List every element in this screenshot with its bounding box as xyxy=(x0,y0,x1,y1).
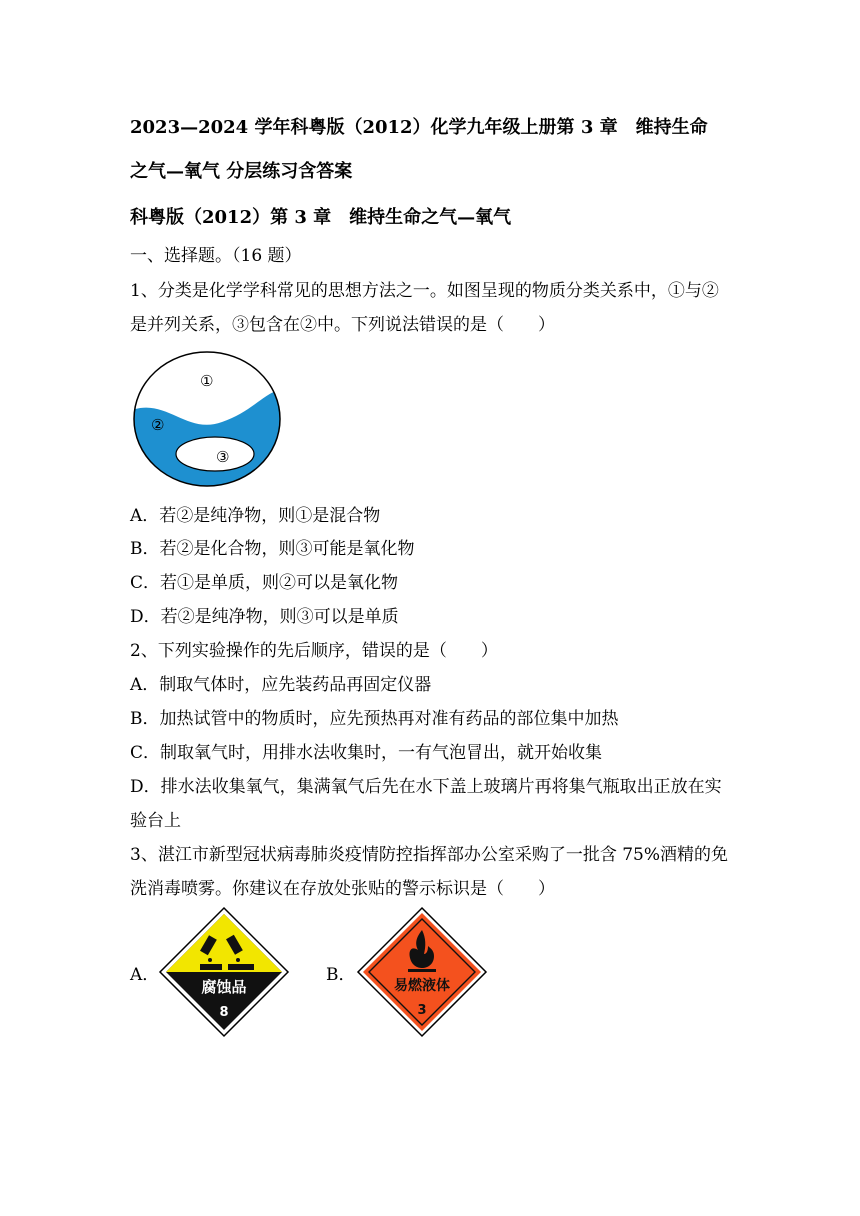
section-heading: 一、选择题。（16 题） xyxy=(130,246,302,266)
q1-option-c: C．若①是单质，则②可以是氧化物 xyxy=(130,573,399,593)
doc-title-line2: 之气—氧气 分层练习含答案 xyxy=(130,161,353,182)
doc-subtitle: 科粤版（2012）第 3 章 维持生命之气—氧气 xyxy=(130,207,512,228)
q1-text-line1: 1、分类是化学学科常见的思想方法之一。如图呈现的物质分类关系中，①与② xyxy=(130,281,719,301)
q2-option-d: D．排水法收集氧气，集满氧气后先在水下盖上玻璃片再将集气瓶取出正放在实 xyxy=(130,777,722,797)
q3-text-line2: 洗消毒喷雾。你建议在存放处张贴的警示标识是（ ） xyxy=(130,879,555,899)
diagram-label-1: ① xyxy=(200,372,214,390)
q2-option-a: A．制取气体时，应先装药品再固定仪器 xyxy=(130,675,432,695)
flammable-sign-text: 易燃液体 xyxy=(394,978,450,994)
q1-option-b: B．若②是化合物，则③可能是氧化物 xyxy=(130,539,415,559)
corrosive-sign-icon xyxy=(158,906,290,1038)
diagram-label-3: ③ xyxy=(216,448,230,466)
q3-option-a-label: A． xyxy=(130,965,160,985)
q1-option-a: A．若②是纯净物，则①是混合物 xyxy=(130,506,381,526)
doc-title-line1: 2023—2024 学年科粤版（2012）化学九年级上册第 3 章 维持生命 xyxy=(130,117,708,138)
corrosive-sign-number: 8 xyxy=(219,1005,229,1020)
q1-text-line2: 是并列关系，③包含在②中。下列说法错误的是（ ） xyxy=(130,315,555,335)
diagram-label-2: ② xyxy=(151,416,165,434)
flammable-sign-number: 3 xyxy=(417,1003,427,1018)
q2-option-c: C．制取氧气时，用排水法收集时，一有气泡冒出，就开始收集 xyxy=(130,743,603,763)
classification-diagram xyxy=(132,350,282,488)
flammable-liquid-sign-icon xyxy=(356,906,488,1038)
q2-option-b: B．加热试管中的物质时，应先预热再对准有药品的部位集中加热 xyxy=(130,709,619,729)
q2-option-d-cont: 验台上 xyxy=(130,811,181,831)
q1-option-d: D．若②是纯净物，则③可以是单质 xyxy=(130,607,399,627)
q3-text-line1: 3、湛江市新型冠状病毒肺炎疫情防控指挥部办公室采购了一批含 75%酒精的免 xyxy=(130,845,729,865)
corrosive-sign-text: 腐蚀品 xyxy=(201,978,247,996)
q3-option-b-label: B． xyxy=(326,965,356,985)
q2-text: 2、下列实验操作的先后顺序，错误的是（ ） xyxy=(130,641,498,661)
